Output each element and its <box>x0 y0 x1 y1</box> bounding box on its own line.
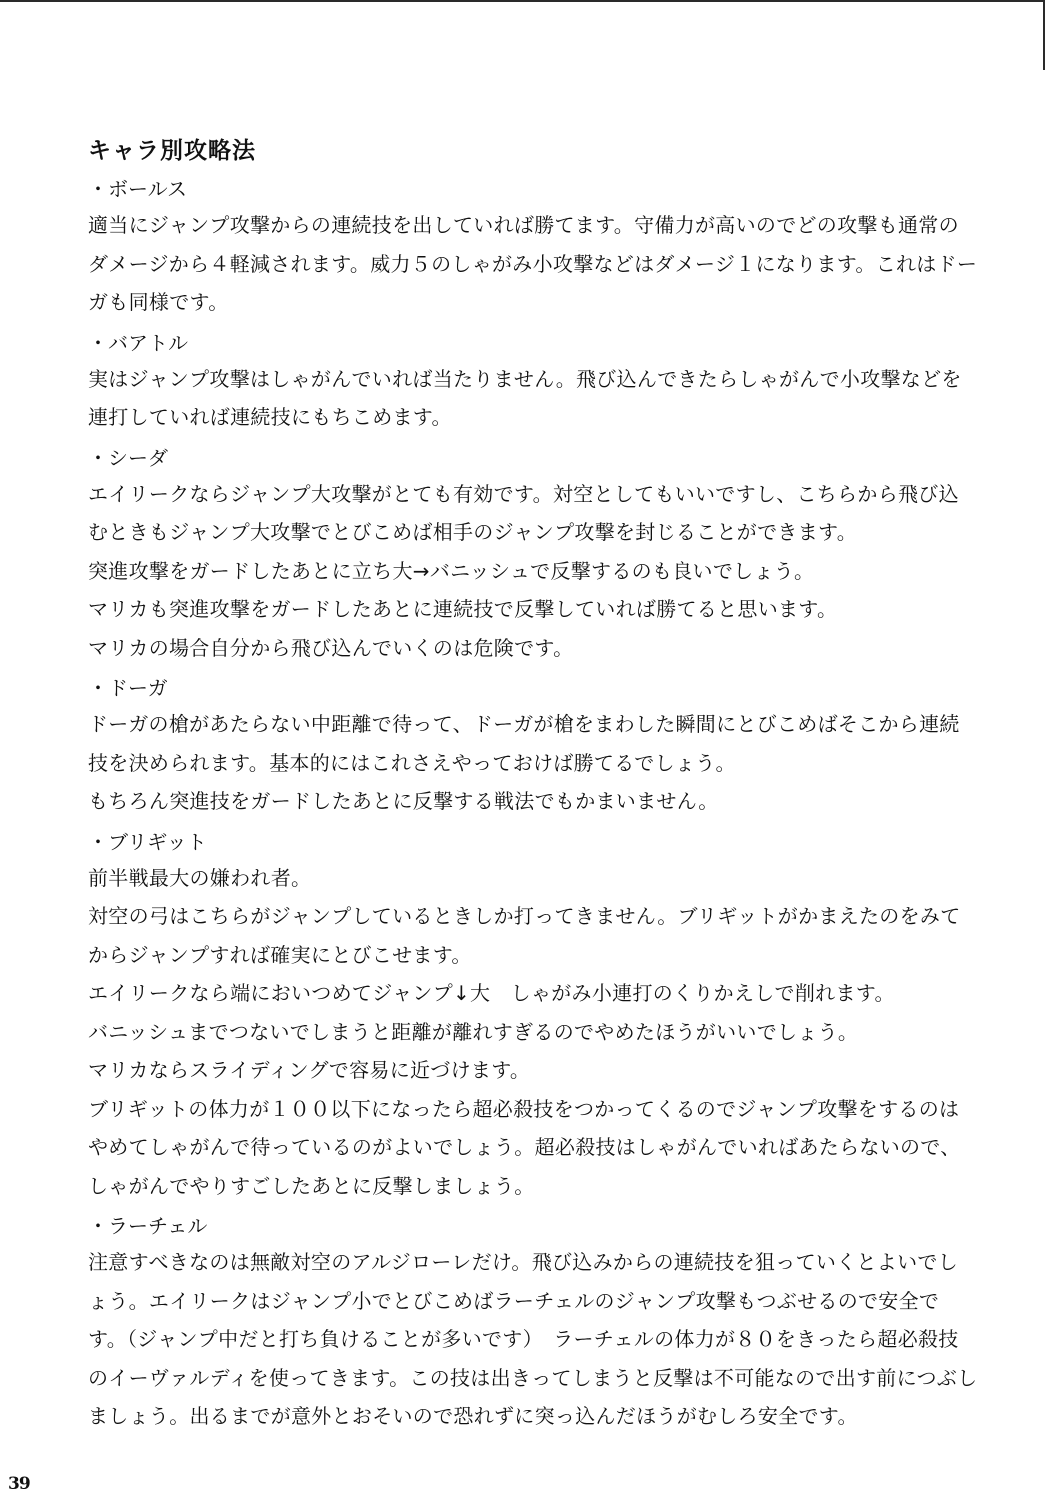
section-caeda <box>88 441 978 668</box>
paragraph: エイリークなら端においつめてジャンプ↓大 しゃがみ小連打のくりかえしで削れます。 <box>88 981 895 1005</box>
paragraph: 実はジャンプ攻撃はしゃがんでいれば当たりません。飛び込んできたらしゃがんで小攻撃などを連打していれば連続技にもちこめます。 <box>88 366 962 429</box>
paragraph: もちろん突進技をガードしたあとに反撃する戦法でもかまいません。 <box>88 789 719 813</box>
paragraph: マリカの場合自分から飛び込んでいくのは危険です。 <box>88 635 574 660</box>
paragraph: ブリギットの体力が１００以下になったら超必殺技をつかってくるのでジャンプ攻撃をするのはやめてしゃがんで待っているのがよいでしょう。超必殺技はしゃがんでいればあたらないので、しゃがんでやりすごしたあとに反撃しましょう。 <box>88 1096 961 1198</box>
section-larachel <box>88 1209 978 1436</box>
section-heading: ・ドーガ <box>88 676 168 700</box>
section-bartre <box>88 326 978 437</box>
page-number: 39 <box>8 1474 30 1494</box>
section-brigid <box>88 825 978 1206</box>
scan-edge-top <box>0 0 1045 2</box>
paragraph: 適当にジャンプ攻撃からの連続技を出していれば勝てます。守備力が高いのでどの攻撃も通常のダメージから４軽減されます。威力５のしゃがみ小攻撃などはダメージ１になります。これはドーガも同様です。 <box>88 213 978 314</box>
section-doga <box>88 671 978 821</box>
section-heading: ・ブリギット <box>88 829 207 854</box>
paragraph: 突進攻撃をガードしたあとに立ち大→バニッシュで反撃するのも良いでしょう。 <box>88 558 815 583</box>
paragraph: マリカも突進攻撃をガードしたあとに連続技で反撃していれば勝てると思います。 <box>88 597 838 621</box>
paragraph: バニッシュまでつないでしまうと距離が離れすぎるのでやめたほうがいいでしょう。 <box>88 1019 859 1044</box>
paragraph: 対空の弓はこちらがジャンプしているときしか打ってきません。ブリギットがかまえたのをみてからジャンプすれば確実にとびこせます。 <box>88 904 961 967</box>
section-heading: ・ラーチェル <box>88 1214 208 1238</box>
paragraph: ドーガの槍があたらない中距離で待って、ドーガが槍をまわした瞬間にとびこめばそこから連続技を決められます。基本的にはこれさえやっておけば勝てるでしょう。 <box>88 712 960 775</box>
paragraph: 注意すべきなのは無敵対空のアルジローレだけ。飛び込みからの連続技を狙っていくとよいでしょう。エイリークはジャンプ小でとびこめばラーチェルのジャンプ攻撃もつぶせるので安全です。（ジャンプ中だと打ち負けることが多いです） ラーチェルの体力が８０をきったら超必殺技のイーヴァルディを使ってきます。この技は出きってしまうと反撃は不可能なので出す前につぶしましょう。出るまでが意外とおそいので恐れずに突っ込んだほうがむしろ安全です。 <box>88 1250 978 1428</box>
paragraph: 前半戦最大の嫌われ者。 <box>88 865 312 890</box>
page-title: キャラ別攻略法 <box>88 138 256 164</box>
section-heading: ・シーダ <box>88 445 168 470</box>
paragraph: エイリークならジャンプ大攻撃がとても有効です。対空としてもいいですし、こちらから飛び込むときもジャンプ大攻撃でとびこめば相手のジャンプ攻撃を封じることができます。 <box>88 481 959 544</box>
paragraph: マリカならスライディングで容易に近づけます。 <box>88 1058 531 1082</box>
section-heading: ・ボールス <box>88 177 187 201</box>
page-content <box>88 136 978 1436</box>
section-heading: ・バアトル <box>88 330 188 355</box>
section-bors <box>88 172 978 322</box>
